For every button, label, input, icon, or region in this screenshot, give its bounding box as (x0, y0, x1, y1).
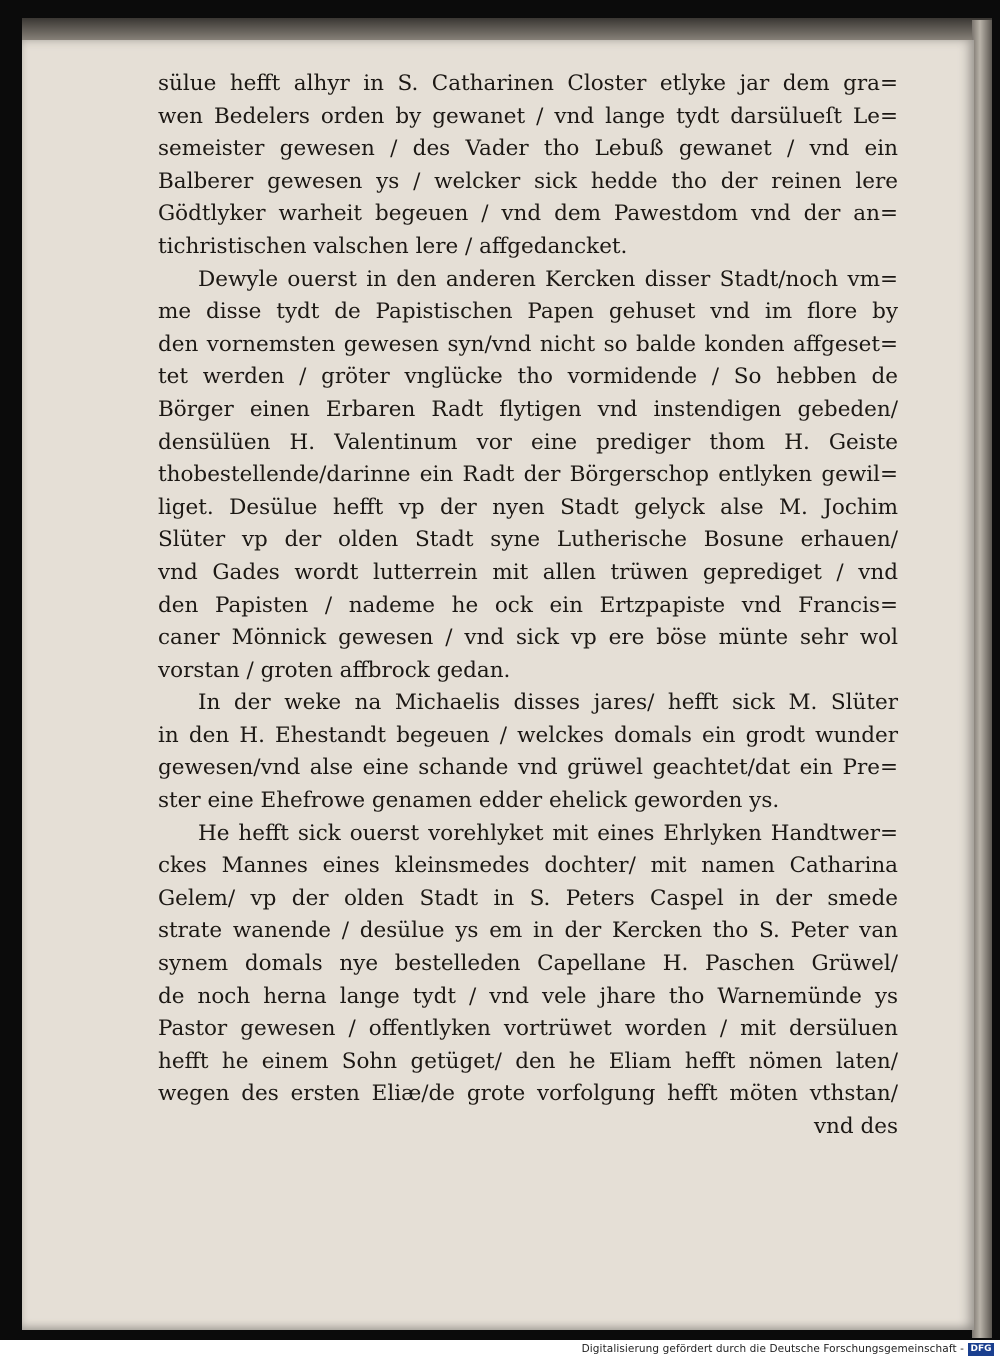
text-line: vorstan / groten affbrock gedan. (158, 657, 511, 683)
text-line: wegen des ersten Eliæ/de grote vorfolgung hefft möten vthstan/ (158, 1081, 898, 1107)
text-line: me disse tydt de Papistischen Papen gehuset vnd im flore by (158, 299, 898, 325)
text-line: semeister gewesen / des Vader tho Lebuß gewanet / vnd ein (158, 136, 898, 162)
text-line: de noch herna lange tydt / vnd vele jhare tho Warnemünde ys (158, 983, 898, 1009)
text-line: synem domals nye bestelleden Capellane H. Paschen Grüwel/ (158, 951, 898, 977)
text-line: gewesen/vnd alse eine schande vnd grüwel geachtet/dat ein Pre= (158, 755, 898, 781)
text-line: He hefft sick ouerst vorehlyket mit eines Ehrlyken Handtwer= (198, 820, 898, 846)
text-line: thobestellende/darinne ein Radt der Börgerschop entlyken gewil= (158, 462, 898, 488)
page-text (158, 68, 898, 1144)
text-line: Gödtlyker warheit begeuen / vnd dem Pawestdom vnd der an= (158, 201, 898, 227)
text-line: Pastor gewesen / offentlyken vortrüwet worden / mit dersüluen (158, 1016, 898, 1042)
text-line: Balberer gewesen ys / welcker sick hedde tho der reinen lere (158, 168, 898, 194)
text-line: den vornemsten gewesen syn/vnd nicht so balde konden affgeset= (158, 331, 898, 357)
text-line: hefft he einem Sohn getüget/ den he Eliam hefft nömen laten/ (158, 1048, 898, 1074)
text-line: In der weke na Michaelis disses jares/ hefft sick M. Slüter (198, 690, 898, 716)
text-line: ster eine Ehefrowe genamen edder ehelick geworden ys. (158, 788, 780, 814)
dfg-logo: DFG (968, 1343, 994, 1356)
text-line: densülüen H. Valentinum vor eine prediger thom H. Geiste (158, 429, 898, 455)
text-line: strate wanende / desülue ys em in der Kercken tho S. Peter van (158, 918, 898, 944)
footer-bar (0, 1340, 1000, 1360)
funding-notice: Digitalisierung gefördert durch die Deutsche Forschungsgemeinschaft - (581, 1343, 964, 1355)
text-line: in den H. Ehestandt begeuen / welckes domals ein grodt wunder (158, 722, 898, 748)
text-line: Börger einen Erbaren Radt flytigen vnd instendigen gebeden/ (158, 396, 898, 422)
text-line: tichristischen valschen lere / affgedancket. (158, 233, 628, 259)
text-line: sülue hefft alhyr in S. Catharinen Closter etlyke jar dem gra= (158, 71, 898, 96)
text-line: Slüter vp der olden Stadt syne Lutherische Bosune erhauen/ (158, 527, 898, 553)
text-line: tet werden / gröter vnglücke tho vormidende / So hebben de (158, 364, 898, 390)
text-line: ckes Mannes eines kleinsmedes dochter/ mit namen Catharina (158, 853, 898, 879)
text-line: vnd Gades wordt lutterrein mit allen trüwen geprediget / vnd (158, 559, 898, 585)
text-line: den Papisten / nademe he ock ein Ertzpapiste vnd Francis= (158, 592, 898, 618)
page-right-edge (972, 20, 992, 1338)
text-line: Dewyle ouerst in den anderen Kercken disser Stadt/noch vm= (198, 266, 898, 292)
page-top-edge (22, 18, 992, 42)
text-line: wen Bedelers orden by gewanet / vnd lange tydt darsülueſt Le= (158, 103, 898, 129)
text-line: liget. Desülue hefft vp der nyen Stadt gelyck alse M. Jochim (158, 494, 898, 520)
catchword: vnd des (813, 1114, 898, 1139)
text-line: caner Mönnick gewesen / vnd sick vp ere böse münte sehr wol (158, 625, 898, 651)
text-line: Gelem/ vp der olden Stadt in S. Peters Caspel in der smede (158, 885, 898, 911)
